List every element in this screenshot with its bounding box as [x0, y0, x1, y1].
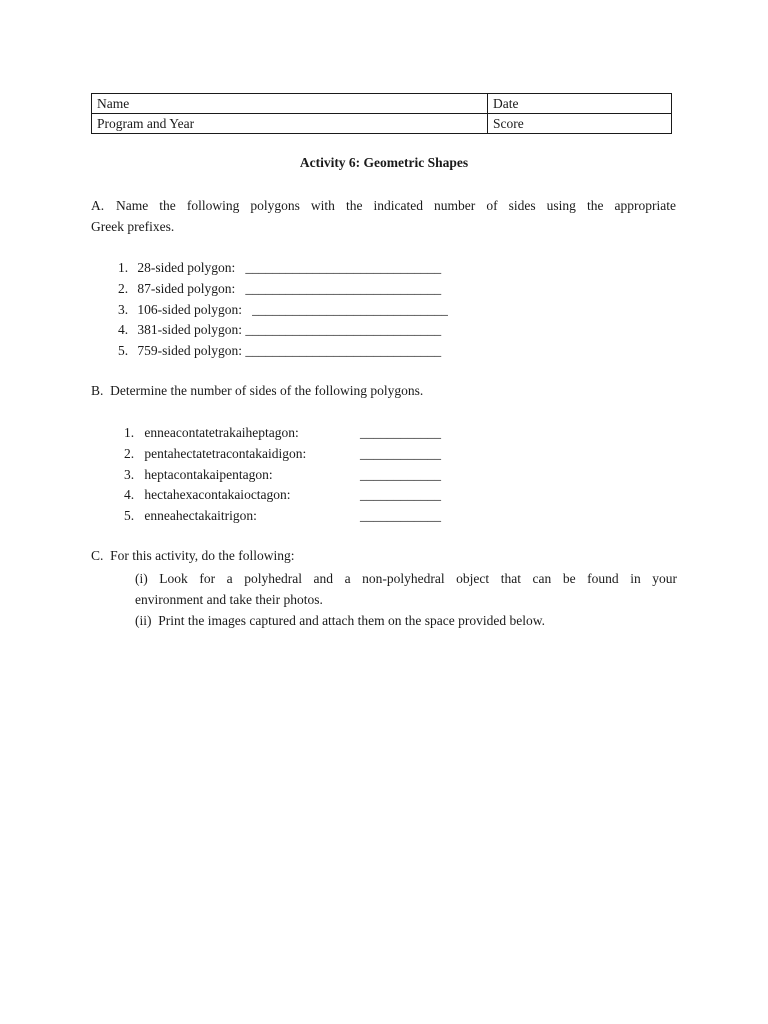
list-item	[124, 506, 441, 527]
item-text: hectahexacontakaioctagon:	[144, 487, 291, 503]
item-text: 381-sided polygon:	[137, 322, 242, 338]
section-b-label: B.	[91, 383, 104, 398]
section-c-items	[135, 568, 677, 631]
date-cell: Date	[488, 94, 672, 114]
item-number: 2.	[124, 445, 135, 461]
answer-blank: _____________________________	[252, 301, 448, 317]
page-title: Activity 6: Geometric Shapes	[299, 155, 469, 170]
section-a-line-2: Greek prefixes.	[91, 219, 175, 234]
item-text: enneahectakaitrigon:	[144, 508, 257, 523]
item-number: 5.	[124, 508, 135, 523]
answer-blank: ____________	[360, 508, 441, 523]
answer-blank: ____________	[360, 445, 441, 461]
list-item	[118, 300, 448, 321]
answer-blank: ____________	[360, 487, 441, 503]
section-a-label: A.	[91, 198, 105, 213]
list-item	[124, 423, 441, 444]
answer-blank: _____________________________	[245, 260, 442, 275]
answer-blank: _____________________________	[245, 322, 442, 338]
list-item	[118, 258, 448, 279]
answer-blank: ____________	[360, 425, 441, 440]
section-b-list	[124, 423, 441, 527]
section-a-list	[118, 258, 448, 362]
table-row	[92, 94, 672, 114]
section-a-instruction	[91, 195, 676, 237]
score-cell: Score	[488, 114, 672, 134]
item-number: 5.	[118, 343, 129, 358]
name-cell: Name	[92, 94, 488, 114]
item-number: 3.	[118, 301, 129, 317]
item-text: enneacontatetrakaiheptagon:	[144, 425, 299, 440]
item-text: 759-sided polygon:	[137, 343, 242, 358]
item-number: 1.	[124, 425, 135, 440]
item-number: 2.	[118, 280, 129, 296]
program-year-cell: Program and Year	[92, 114, 488, 134]
section-c-text: For this activity, do the following:	[110, 548, 295, 563]
section-c-label: C.	[91, 548, 104, 563]
item-number: 3.	[124, 466, 135, 482]
list-item	[124, 465, 441, 486]
section-c-item-2: (ii) Print the images captured and attach them on the space provided below.	[135, 613, 545, 628]
answer-blank: _____________________________	[245, 280, 442, 296]
item-number: 4.	[118, 322, 129, 338]
section-b-instruction	[91, 383, 423, 399]
item-text: pentahectatetracontakaidigon:	[144, 445, 307, 461]
item-text: heptacontakaipentagon:	[144, 466, 273, 482]
list-item	[118, 279, 448, 300]
item-text: 106-sided polygon:	[137, 301, 242, 317]
answer-blank: ____________	[360, 466, 441, 482]
section-c-instruction	[91, 548, 295, 564]
item-number: 1.	[118, 260, 129, 275]
list-item	[118, 320, 448, 341]
item-text: 87-sided polygon:	[137, 280, 236, 296]
section-c-item-1-line-2: environment and take their photos.	[135, 592, 323, 607]
section-a-text-1: Name the following polygons with the indicated number of sides using the appropriate	[116, 198, 676, 213]
list-item	[124, 485, 441, 506]
item-number: 4.	[124, 487, 135, 503]
answer-blank: _____________________________	[245, 343, 442, 358]
section-c-item-1-line-1: (i) Look for a polyhedral and a non-polyhedral object that can be found in your	[135, 571, 677, 586]
table-row	[92, 114, 672, 134]
student-info-table	[91, 93, 672, 134]
item-text: 28-sided polygon:	[137, 260, 236, 275]
section-a-line-1	[91, 195, 676, 216]
section-b-text: Determine the number of sides of the following polygons.	[110, 383, 424, 398]
list-item	[124, 444, 441, 465]
list-item	[118, 341, 448, 362]
